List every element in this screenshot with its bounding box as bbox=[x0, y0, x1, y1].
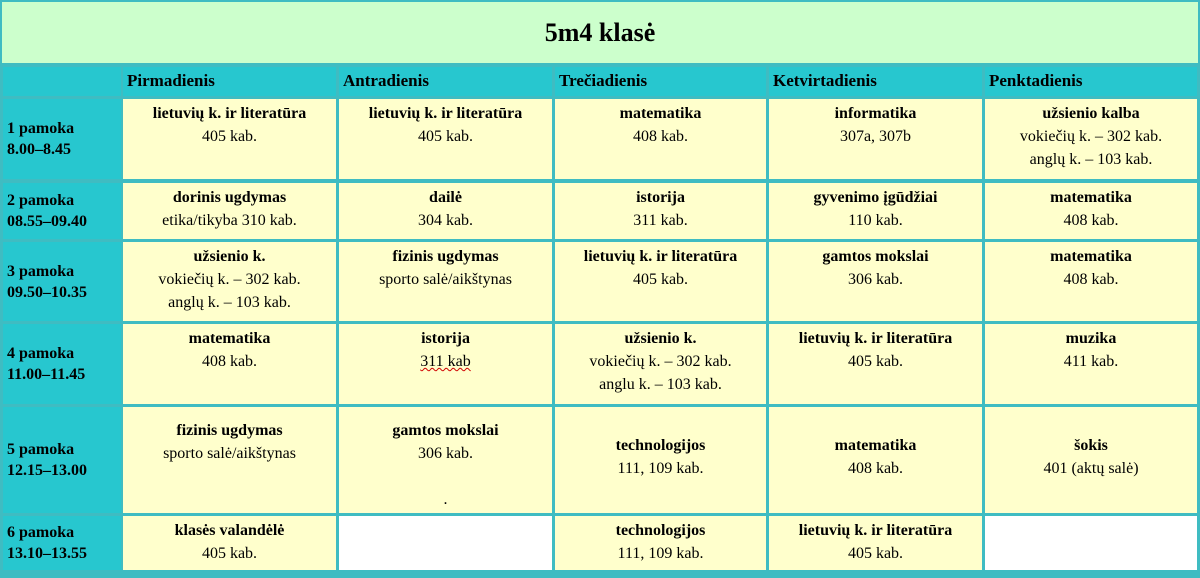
subject-name: matematika bbox=[1050, 189, 1132, 206]
subject-name: matematika bbox=[619, 105, 702, 122]
room-info: 401 (aktų salė) bbox=[1043, 460, 1139, 477]
lesson-cell bbox=[555, 324, 766, 404]
lesson-time-cell bbox=[3, 183, 121, 239]
lesson-cell bbox=[985, 242, 1197, 321]
lesson-number: 5 pamoka bbox=[7, 441, 75, 458]
lesson-time-cell bbox=[3, 99, 121, 179]
subject-name: lietuvių k. ir literatūra bbox=[798, 522, 953, 539]
bottom-border bbox=[0, 570, 1200, 578]
subject-name: šokis bbox=[1074, 437, 1108, 454]
lesson-time: 09.50–10.35 bbox=[7, 283, 87, 301]
day-header: Pirmadienis bbox=[123, 67, 336, 96]
empty-lesson-cell bbox=[339, 516, 552, 570]
lesson-cell bbox=[769, 516, 982, 570]
subject-name: lietuvių k. ir literatūra bbox=[583, 248, 738, 265]
lesson-cell bbox=[123, 183, 336, 239]
lesson-time-cell bbox=[3, 516, 121, 570]
lesson-cell bbox=[339, 324, 552, 404]
lesson-cell bbox=[769, 324, 982, 404]
room-info bbox=[339, 465, 552, 488]
subject-name: lietuvių k. ir literatūra bbox=[798, 330, 953, 347]
subject-name: istorija bbox=[636, 189, 685, 206]
room-info: 110 kab. bbox=[848, 212, 903, 229]
room-info: 405 kab. bbox=[847, 353, 904, 370]
day-header: Penktadienis bbox=[985, 67, 1197, 96]
room-info: 307a, 307b bbox=[839, 128, 912, 145]
lesson-cell bbox=[123, 242, 336, 321]
room-info: vokiečių k. – 302 kab. bbox=[158, 271, 301, 288]
subject-name: lietuvių k. ir literatūra bbox=[152, 105, 307, 122]
subject-name: technologijos bbox=[615, 522, 706, 539]
subject-name: dorinis ugdymas bbox=[172, 189, 287, 206]
lesson-cell bbox=[555, 407, 766, 513]
room-info: 405 kab. bbox=[201, 128, 258, 145]
day-header: Ketvirtadienis bbox=[769, 67, 982, 96]
room-info: 408 kab. bbox=[632, 128, 689, 145]
room-info: 405 kab. bbox=[632, 271, 689, 288]
lesson-cell bbox=[555, 99, 766, 179]
subject-name: matematika bbox=[188, 330, 271, 347]
lesson-cell bbox=[123, 324, 336, 404]
lesson-cell bbox=[555, 183, 766, 239]
subject-name: matematika bbox=[1050, 248, 1132, 265]
lesson-cell bbox=[339, 183, 552, 239]
subject-name: istorija bbox=[421, 330, 470, 347]
subject-name: gamtos mokslai bbox=[822, 248, 929, 265]
room-info: 111, 109 kab. bbox=[617, 460, 704, 477]
room-info: anglu k. – 103 kab. bbox=[599, 376, 722, 393]
lesson-number: 1 pamoka bbox=[7, 120, 75, 137]
room-info: 111, 109 kab. bbox=[617, 545, 704, 562]
lesson-time: 08.55–09.40 bbox=[7, 213, 87, 230]
lesson-cell bbox=[985, 324, 1197, 404]
room-info: 304 kab. bbox=[417, 212, 474, 229]
room-info: 411 kab. bbox=[1063, 353, 1119, 370]
room-info: 306 kab. bbox=[847, 271, 904, 288]
room-info: 408 kab. bbox=[847, 460, 904, 477]
lesson-time: 13.10–13.55 bbox=[7, 545, 87, 562]
day-header: Trečiadienis bbox=[555, 67, 766, 96]
empty-lesson-cell bbox=[985, 516, 1197, 570]
subject-name: užsienio kalba bbox=[1042, 105, 1140, 122]
room-info: 408 kab. bbox=[1063, 271, 1119, 288]
room-info: 405 kab. bbox=[847, 545, 904, 562]
subject-name: fizinis ugdymas bbox=[176, 422, 283, 439]
header-corner bbox=[3, 67, 121, 96]
lesson-number: 6 pamoka bbox=[7, 524, 75, 541]
lesson-cell bbox=[339, 242, 552, 321]
room-info: vokiečių k. – 302 kab. bbox=[1019, 128, 1163, 145]
lesson-cell bbox=[339, 407, 552, 513]
lesson-time: 12.15–13.00 bbox=[7, 462, 87, 479]
lesson-time-cell bbox=[3, 324, 121, 404]
room-info: 311 kab. bbox=[633, 212, 688, 229]
lesson-cell bbox=[769, 242, 982, 321]
room-info: 408 kab. bbox=[201, 353, 258, 370]
subject-name: gamtos mokslai bbox=[392, 422, 499, 439]
subject-name: klasės valandėlė bbox=[174, 522, 285, 539]
room-info: anglų k. – 103 kab. bbox=[168, 294, 291, 311]
lesson-cell bbox=[123, 516, 336, 570]
room-info: 405 kab. bbox=[417, 128, 474, 145]
day-header: Antradienis bbox=[339, 67, 552, 96]
room-info: . bbox=[443, 491, 448, 508]
lesson-cell bbox=[985, 99, 1197, 179]
room-info: etika/tikyba 310 kab. bbox=[162, 212, 297, 229]
subject-name: lietuvių k. ir literatūra bbox=[368, 105, 523, 122]
room-info: sporto salė/aikštynas bbox=[163, 445, 296, 462]
lesson-cell bbox=[985, 183, 1197, 239]
subject-name: informatika bbox=[834, 105, 917, 122]
room-info: anglų k. – 103 kab. bbox=[1029, 151, 1153, 168]
page-title: 5m4 klasė bbox=[2, 2, 1198, 63]
room-info: 311 kab bbox=[420, 353, 471, 370]
lesson-cell bbox=[769, 407, 982, 513]
subject-name: gyvenimo įgūdžiai bbox=[813, 189, 938, 206]
lesson-cell bbox=[555, 242, 766, 321]
subject-name: matematika bbox=[834, 437, 917, 454]
lesson-time: 8.00–8.45 bbox=[7, 141, 71, 158]
lesson-cell bbox=[123, 407, 336, 513]
lesson-time-cell bbox=[3, 407, 121, 513]
room-info: sporto salė/aikštynas bbox=[379, 271, 512, 288]
lesson-number: 4 pamoka bbox=[7, 345, 75, 362]
lesson-cell bbox=[555, 516, 766, 570]
subject-name: muzika bbox=[1065, 330, 1117, 347]
subject-name: dailė bbox=[429, 189, 462, 206]
lesson-number: 3 pamoka bbox=[7, 262, 75, 280]
lesson-number: 2 pamoka bbox=[7, 192, 75, 209]
subject-name: užsienio k. bbox=[193, 248, 266, 265]
lesson-time-cell bbox=[3, 242, 121, 321]
lesson-cell bbox=[769, 99, 982, 179]
room-info: 306 kab. bbox=[417, 445, 474, 462]
room-info: vokiečių k. – 302 kab. bbox=[589, 353, 732, 370]
room-info: 405 kab. bbox=[201, 545, 258, 562]
subject-name: technologijos bbox=[615, 437, 706, 454]
subject-name: užsienio k. bbox=[624, 330, 697, 347]
room-info: 408 kab. bbox=[1063, 212, 1119, 229]
lesson-cell bbox=[985, 407, 1197, 513]
subject-name: fizinis ugdymas bbox=[392, 248, 499, 265]
lesson-cell bbox=[339, 99, 552, 179]
lesson-cell bbox=[123, 99, 336, 179]
lesson-time: 11.00–11.45 bbox=[7, 366, 86, 383]
lesson-cell bbox=[769, 183, 982, 239]
